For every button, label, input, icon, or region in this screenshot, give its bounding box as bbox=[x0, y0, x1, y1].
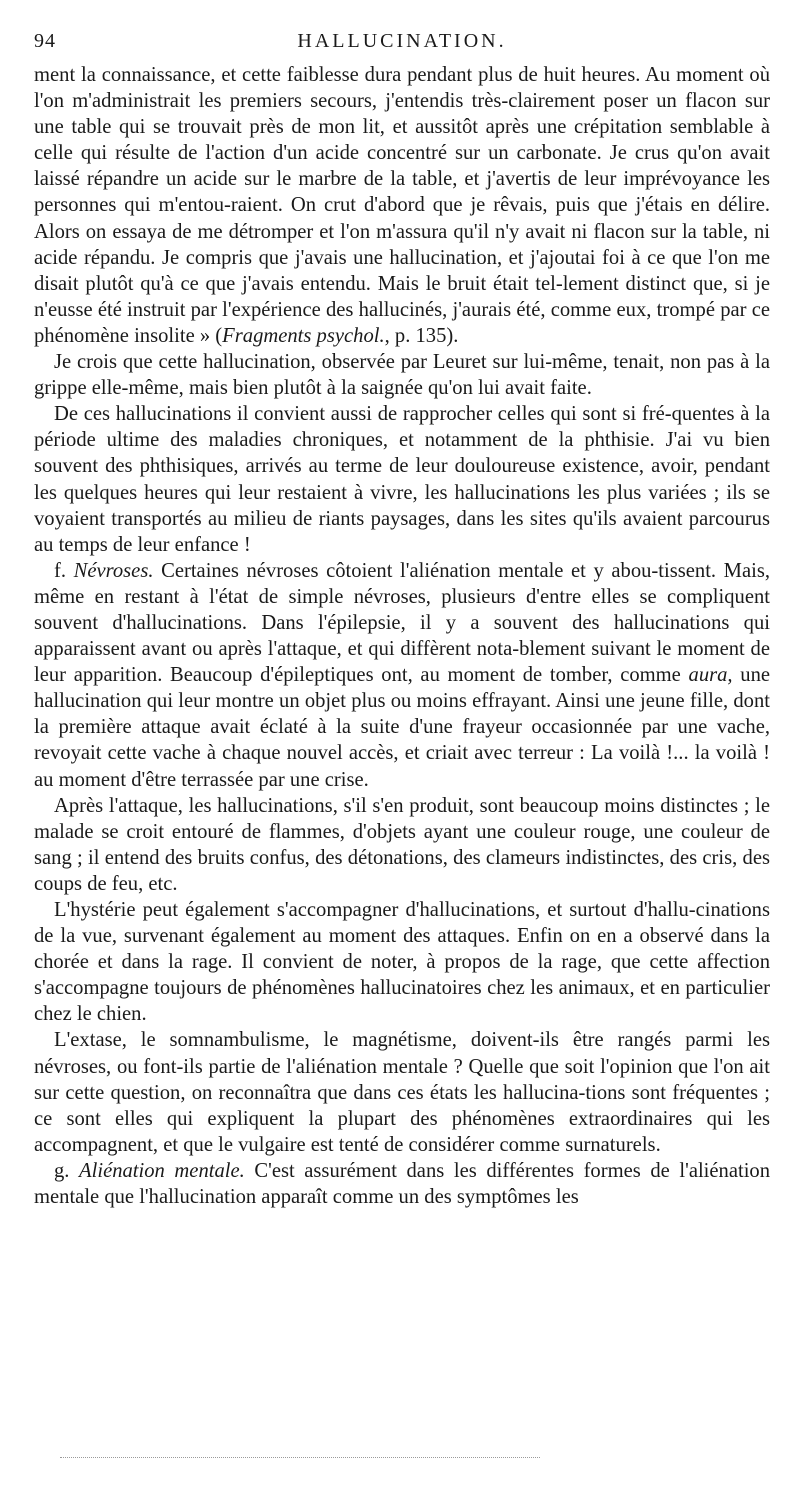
page-number: 94 bbox=[34, 30, 56, 52]
paragraph-nevroses bbox=[34, 558, 770, 793]
section-letter: g. bbox=[54, 1159, 80, 1182]
text-segment: Je crois que cette hallucination, observée par Leuret sur lui-même, tenait, non pas à la grippe elle-même, mais bien plutôt à la saignée qu'on lui avait faite. bbox=[34, 351, 770, 400]
book-page bbox=[34, 30, 770, 1210]
paragraph-hysterie bbox=[34, 897, 770, 1027]
paragraph-phthisie bbox=[34, 401, 770, 558]
text-segment: Certaines névroses côtoient l'aliénation mentale et y abou-tissent. Mais, même en restant à l'état de simple névroses, plusieurs d'entre elles se compliquent souvent d'hallucinations. Dans l'épilepsie, il y a souvent des hallucinations qui apparaissent avant ou après l'attaque, et qui diffèrent nota-blement suivant le moment de leur apparition. Beaucoup d'épileptiques ont, au moment de tomber, comme bbox=[34, 559, 770, 687]
footer-rule bbox=[60, 1457, 540, 1458]
paragraph-grippe bbox=[34, 349, 770, 401]
text-segment: , p. 135). bbox=[384, 324, 459, 347]
italic-term: aura, bbox=[688, 664, 733, 687]
text-segment: De ces hallucinations il convient aussi de rapprocher celles qui sont si fré-quentes à la période ultime des maladies chroniques, et notamment de la phthisie. J'ai vu bien souvent des phthisiques, arrivés au terme de leur douloureuse existence, avoir, pendant les quelques heures qui leur restaient à vivre, les hallucinations les plus variées ; ils se voyaient transportés au milieu de riants paysages, dans les sites qu'ils avaient parcourus au temps de leur enfance ! bbox=[34, 403, 770, 556]
text-segment: une hallucination qui leur montre un objet plus ou moins effrayant. Ainsi une jeune fille, dont la première attaque avait éclaté à la suite d'une frayeur occasionnée par une vache, revoyait cette vache à chaque nouvel accès, et criait avec terreur : La voilà !... la voilà ! au moment d'être terrassée par une crise. bbox=[34, 664, 771, 791]
text-segment: L'hystérie peut également s'accompagner d'hallucinations, et surtout d'hallu-cinations de la vue, survenant également au moment des attaques. Enfin on en a observé dans la chorée et dans la rage. Il convient de noter, à propos de la rage, que cette affection s'accompagne toujours de phénomènes hallucinatoires chez les animaux, et en particulier chez le chien. bbox=[34, 899, 770, 1026]
paragraph-quote-continuation bbox=[34, 62, 770, 349]
paragraph-alienation bbox=[34, 1158, 770, 1210]
paragraph-extase bbox=[34, 1027, 770, 1157]
section-heading: Névroses. bbox=[73, 559, 154, 582]
section-letter: f. bbox=[54, 559, 74, 582]
body-text bbox=[34, 62, 770, 1210]
section-heading: Aliénation mentale. bbox=[79, 1159, 245, 1182]
text-segment: Après l'attaque, les hallucinations, s'il s'en produit, sont beaucoup moins distinctes ; le malade se croit entouré de flammes, d'objets ayant une couleur rouge, une couleur de sang ; il entend des bruits confus, des détonations, des clameurs indistinctes, des cris, des coups de feu, etc. bbox=[34, 794, 770, 895]
citation-title: Fragments psychol. bbox=[222, 324, 385, 347]
paragraph-apres-attaque bbox=[34, 793, 770, 897]
page-header bbox=[34, 30, 770, 62]
text-segment: C'est assurément dans les différentes formes de l'aliénation mentale que l'hallucination apparaît comme un des symptômes les bbox=[34, 1159, 771, 1209]
running-head: HALLUCINATION. bbox=[297, 30, 507, 52]
text-segment: L'extase, le somnambulisme, le magnétisme, doivent-ils être rangés parmi les névroses, ou font-ils partie de l'aliénation mentale ? Quelle que soit l'opinion que l'on ait sur cette question, on reconnaîtra que dans ces états les hallucina-tions sont fréquentes ; ce sont elles qui expliquent la plupart des phénomènes extraordinaires qui les accompagnent, et que le vulgaire est tenté de considérer comme surnaturels. bbox=[34, 1029, 770, 1156]
text-segment: ment la connaissance, et cette faiblesse dura pendant plus de huit heures. Au moment où l'on m'administrait les premiers secours, j'entendis très-clairement poser un flacon sur une table qui se trouvait près de mon lit, et aussitôt après une crépitation semblable à celle qui résulte de l'action d'un acide concentré sur un carbonate. Je crus qu'on avait laissé répandre un acide sur le marbre de la table, et j'avertis de leur imprévoyance les personnes qui m'entou-raient. On crut d'abord que je rêvais, puis que j'étais en délire. Alors on essaya de me détromper et l'on m'assura qu'il n'y avait ni flacon sur la table, ni acide répandu. Je compris que j'avais une hallucination, et j'ajoutai foi à ce que l'on me disait plutôt qu'à ce que j'avais entendu. Mais le bruit était tel-lement distinct que, si je n'eusse été instruit par l'expérience des hallucinés, j'aurais été, comme eux, trompé par ce phénomène insolite » ( bbox=[34, 64, 770, 347]
